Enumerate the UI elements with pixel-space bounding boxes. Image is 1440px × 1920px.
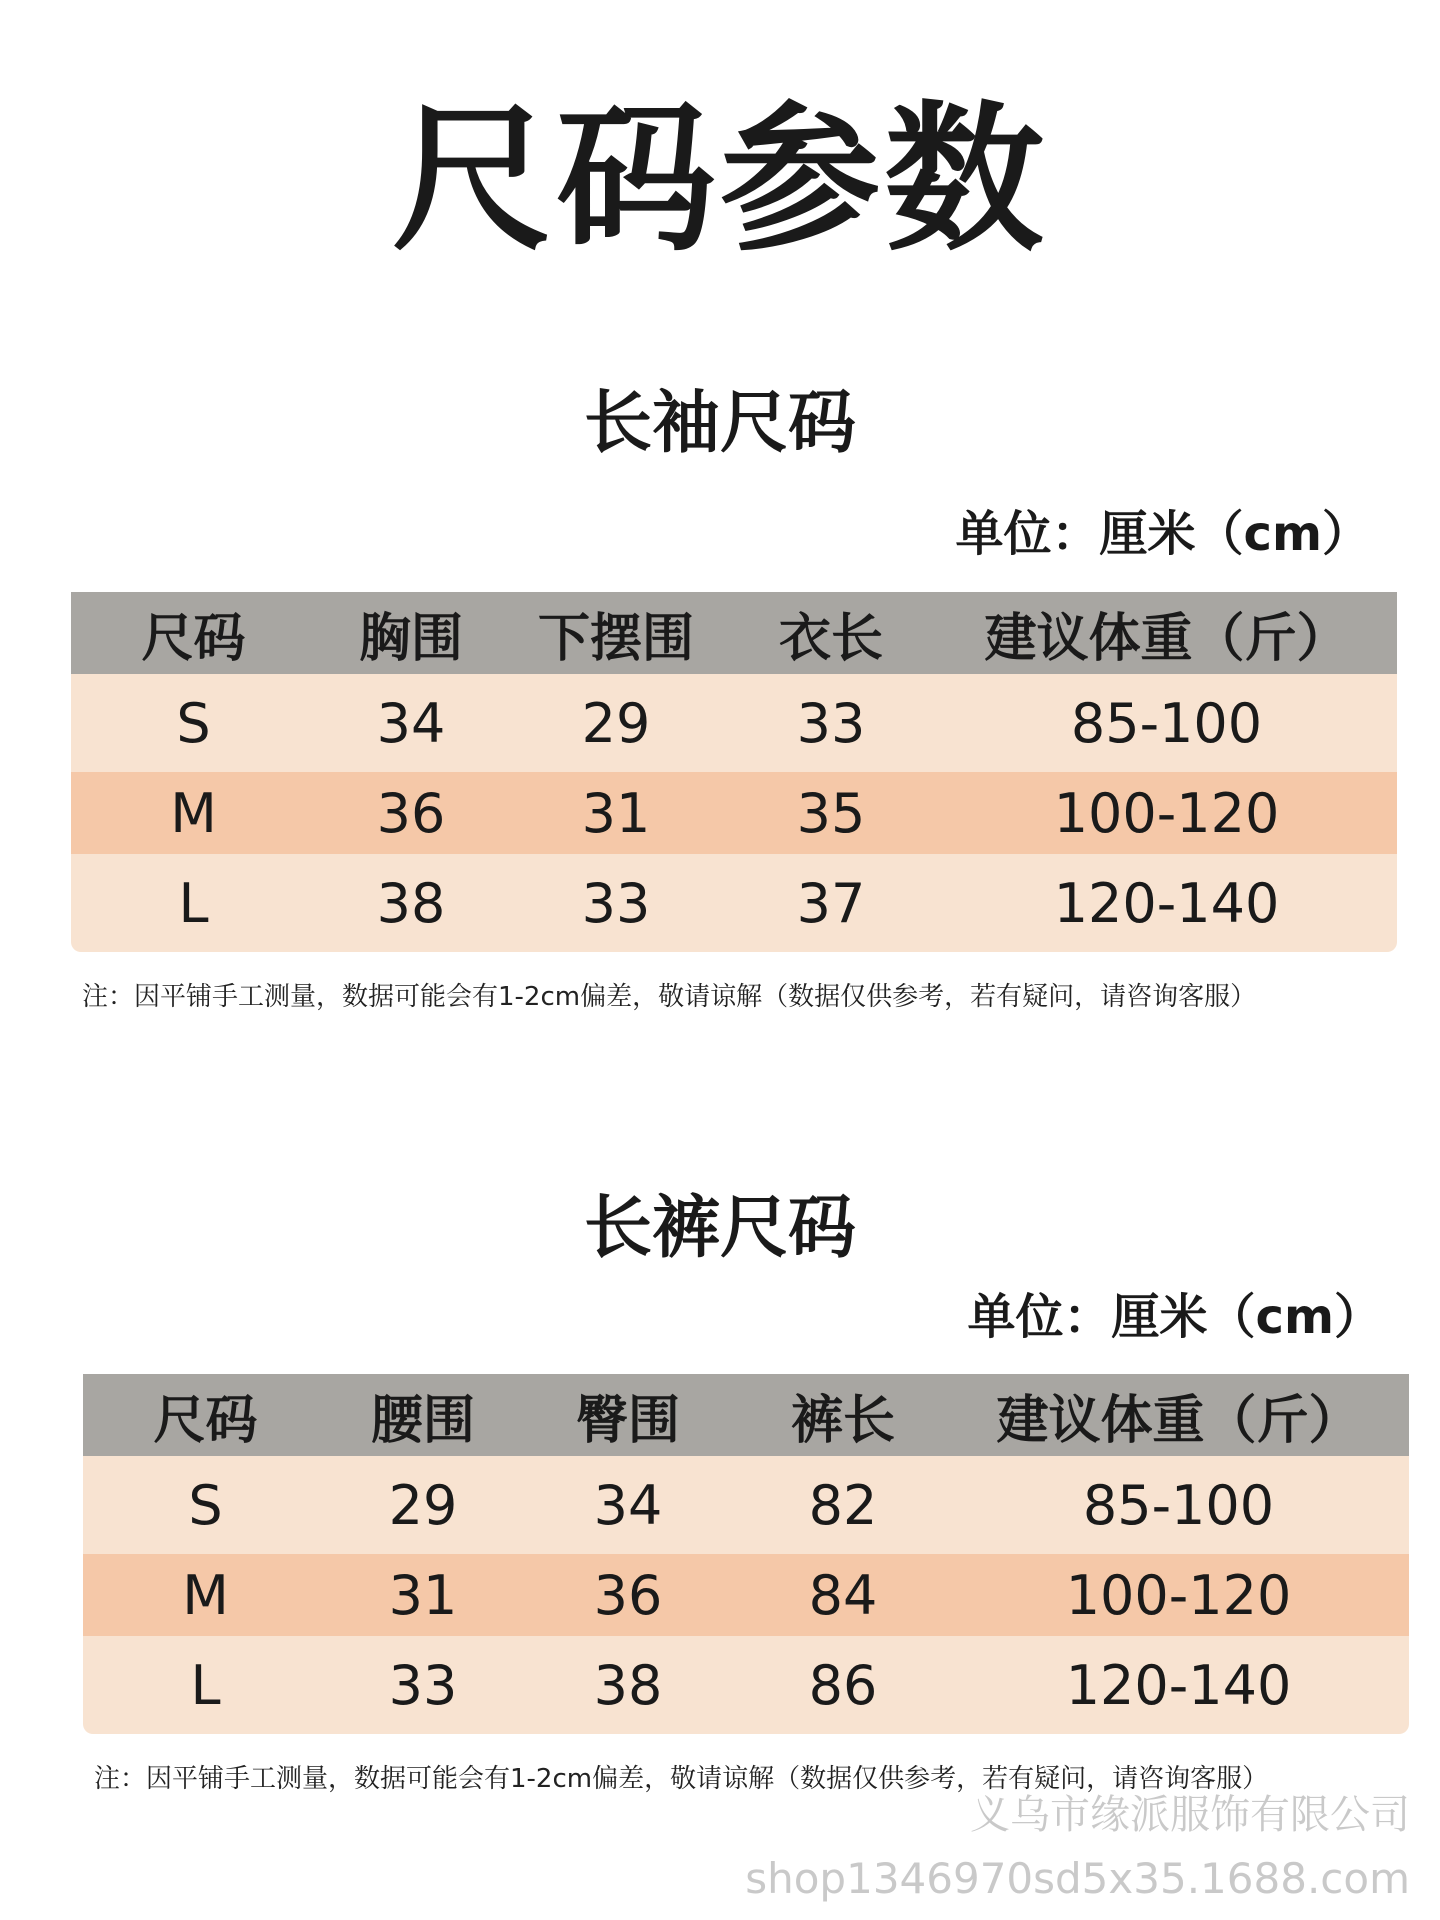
bottom-table-header xyxy=(83,1374,1409,1456)
page-title: 尺码参数 xyxy=(391,86,1048,273)
table-cell: 31 xyxy=(581,781,651,845)
table-cell: 35 xyxy=(796,781,866,845)
watermark-company: 义乌市缘派服饰有限公司 xyxy=(970,1792,1410,1838)
header-cell: 尺码 xyxy=(153,1390,258,1451)
bottom-table-note: 注：因平铺手工测量，数据可能会有1-2cm偏差，敬请谅解（数据仅供参考，若有疑问，请咨询客服） xyxy=(94,1764,1269,1794)
bottom-unit-label: 单位：厘米（cm） xyxy=(967,1289,1382,1345)
header-cell: 裤长 xyxy=(790,1390,895,1451)
top-section-title: 长袖尺码 xyxy=(583,384,856,463)
table-cell: M xyxy=(182,1563,229,1627)
table-cell: 34 xyxy=(376,691,446,755)
table-cell: 38 xyxy=(376,871,446,935)
table-cell: 38 xyxy=(593,1653,663,1717)
table-cell: 33 xyxy=(796,691,866,755)
header-cell: 衣长 xyxy=(778,608,883,669)
table-cell: M xyxy=(170,781,217,845)
header-cell: 腰围 xyxy=(370,1390,475,1451)
table-cell: S xyxy=(176,691,211,755)
table-cell: 84 xyxy=(808,1563,878,1627)
table-row xyxy=(83,1554,1409,1636)
top-unit-label: 单位：厘米（cm） xyxy=(955,506,1370,562)
bottom-section-title: 长裤尺码 xyxy=(583,1189,856,1268)
table-cell: 82 xyxy=(808,1473,878,1537)
table-cell: 86 xyxy=(808,1653,878,1717)
table-cell: L xyxy=(190,1653,221,1717)
top-table-note: 注：因平铺手工测量，数据可能会有1-2cm偏差，敬请谅解（数据仅供参考，若有疑问，请咨询客服） xyxy=(82,982,1257,1012)
header-cell: 建议体重（斤） xyxy=(984,608,1349,669)
table-cell: 120-140 xyxy=(1065,1653,1292,1717)
table-cell: 36 xyxy=(593,1563,663,1627)
table-cell: 36 xyxy=(376,781,446,845)
table-cell: 85-100 xyxy=(1082,1473,1275,1537)
table-cell: L xyxy=(178,871,209,935)
header-cell: 下摆围 xyxy=(537,608,694,669)
header-cell: 建议体重（斤） xyxy=(996,1390,1361,1451)
table-cell: 33 xyxy=(581,871,651,935)
table-row xyxy=(83,1636,1409,1734)
table-cell: 120-140 xyxy=(1053,871,1280,935)
table-row xyxy=(83,1456,1409,1554)
table-row xyxy=(71,772,1397,854)
table-cell: 34 xyxy=(593,1473,663,1537)
table-cell: 37 xyxy=(796,871,866,935)
table-cell: 85-100 xyxy=(1070,691,1263,755)
header-cell: 臀围 xyxy=(575,1390,680,1451)
table-cell: 29 xyxy=(581,691,651,755)
bottom-size-table xyxy=(83,1374,1409,1734)
table-cell: 31 xyxy=(388,1563,458,1627)
table-cell: 33 xyxy=(388,1653,458,1717)
table-cell: 29 xyxy=(388,1473,458,1537)
watermark-url: shop1346970sd5x35.1688.com xyxy=(745,1854,1410,1903)
top-table-header xyxy=(71,592,1397,674)
top-size-table xyxy=(71,592,1397,952)
header-cell: 尺码 xyxy=(141,608,246,669)
table-row xyxy=(71,674,1397,772)
table-row xyxy=(71,854,1397,952)
table-cell: S xyxy=(188,1473,223,1537)
table-cell: 100-120 xyxy=(1053,781,1280,845)
table-cell: 100-120 xyxy=(1065,1563,1292,1627)
header-cell: 胸围 xyxy=(358,608,463,669)
